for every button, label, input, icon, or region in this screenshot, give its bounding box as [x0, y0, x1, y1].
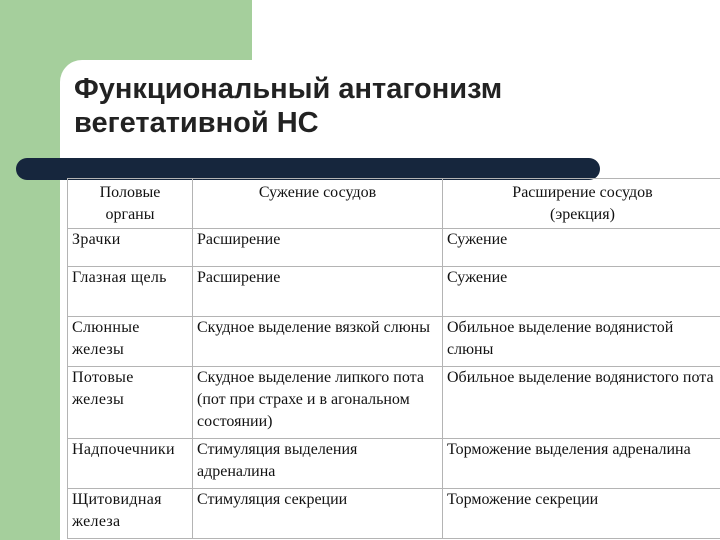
table-row — [68, 439, 720, 489]
slide-title — [74, 72, 674, 140]
parasympathetic-cell: Обильное выделение водянистой слюны — [443, 317, 720, 367]
parasympathetic-cell: Обильное выделение водянистого пота — [443, 367, 720, 439]
header-cell: Половые органы — [68, 179, 193, 229]
slide-title-line-2: вегетативной НС — [74, 107, 319, 139]
parasympathetic-cell: Торможение секреции — [443, 489, 720, 539]
table-row — [68, 367, 720, 439]
table-row — [68, 489, 720, 539]
organ-cell: Зрачки — [68, 229, 193, 267]
organ-cell: Надпочечники — [68, 439, 193, 489]
table-header-row — [68, 179, 720, 229]
table-row — [68, 229, 720, 267]
organ-cell: Потовые железы — [68, 367, 193, 439]
sympathetic-cell: Расширение — [193, 267, 443, 317]
header-cell: Расширение сосудов (эрекция) — [443, 179, 720, 229]
sympathetic-cell: Расширение — [193, 229, 443, 267]
table-row — [68, 267, 720, 317]
parasympathetic-cell: Торможение выделения адреналина — [443, 439, 720, 489]
organ-cell: Глазная щель — [68, 267, 193, 317]
header-cell: Сужение сосудов — [193, 179, 443, 229]
table-row — [68, 317, 720, 367]
organ-cell: Слюнные железы — [68, 317, 193, 367]
decorative-green-strip — [0, 128, 60, 540]
parasympathetic-cell: Сужение — [443, 229, 720, 267]
sympathetic-cell: Скудное выделение вязкой слюны — [193, 317, 443, 367]
parasympathetic-cell: Сужение — [443, 267, 720, 317]
antagonism-table — [67, 178, 720, 539]
slide-title-line-1: Функциональный антагонизм — [74, 73, 503, 105]
sympathetic-cell: Стимуляция секреции — [193, 489, 443, 539]
organ-cell: Щитовидная железа — [68, 489, 193, 539]
sympathetic-cell: Стимуляция выделения адреналина — [193, 439, 443, 489]
sympathetic-cell: Скудное выделение липкого пота (пот при страхе и в агональном состоянии) — [193, 367, 443, 439]
title-underline-bar — [16, 158, 600, 180]
